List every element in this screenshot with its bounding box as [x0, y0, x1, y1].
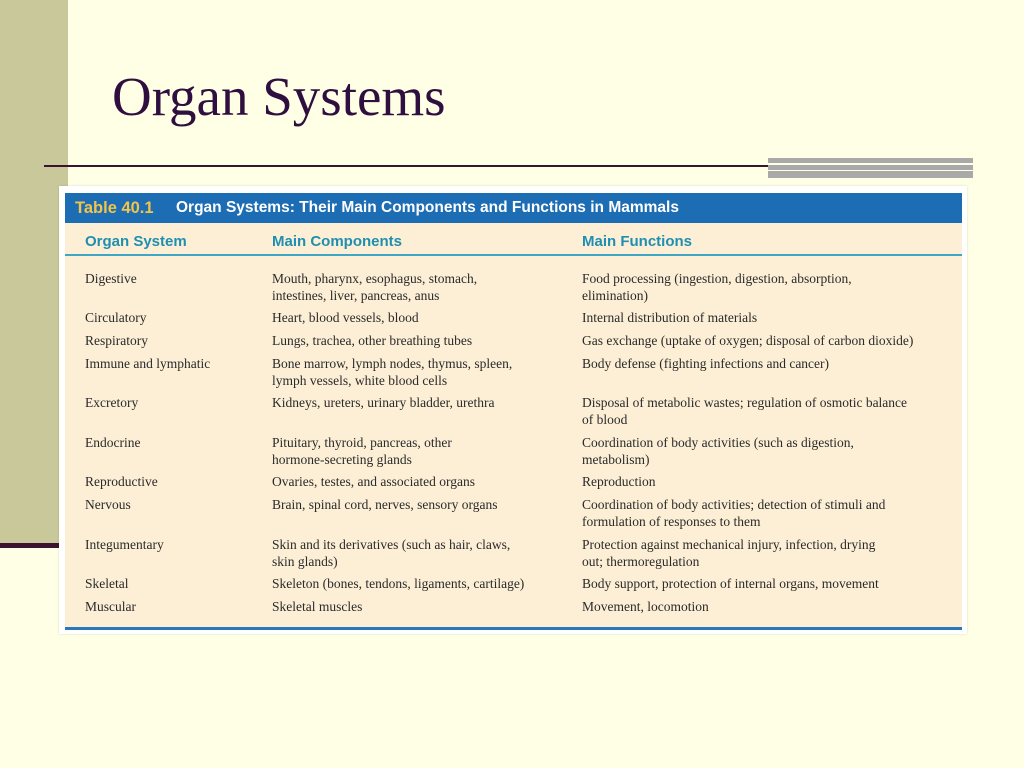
functions-cell: Internal distribution of materials	[582, 310, 758, 325]
functions-cell: Protection against mechanical injury, infection, drying out; thermoregulation	[582, 537, 876, 569]
components-cell: Skin and its derivatives (such as hair, claws, skin glands)	[272, 537, 511, 569]
components-cell: Bone marrow, lymph nodes, thymus, spleen, lymph vessels, white blood cells	[272, 356, 513, 388]
components-cell: Skeletal muscles	[272, 599, 363, 614]
components-cell: Heart, blood vessels, blood	[272, 310, 419, 325]
sidebar-divider	[0, 543, 68, 548]
organ-system-cell: Endocrine	[85, 435, 141, 450]
organ-system-cell: Muscular	[85, 599, 136, 614]
header-main-functions: Main Functions	[582, 233, 692, 250]
functions-cell: Food processing (ingestion, digestion, absorption, elimination)	[582, 271, 852, 303]
functions-cell: Gas exchange (uptake of oxygen; disposal of carbon dioxide)	[582, 333, 914, 348]
table-header-row	[65, 223, 962, 254]
table-bottom-rule	[65, 627, 962, 630]
components-cell: Mouth, pharynx, esophagus, stomach, intestines, liver, pancreas, anus	[272, 271, 478, 303]
functions-cell: Body defense (fighting infections and cancer)	[582, 356, 830, 371]
table-number: Table 40.1	[75, 199, 154, 217]
organ-system-cell: Circulatory	[85, 310, 147, 325]
sidebar-band	[0, 0, 68, 548]
functions-cell: Reproduction	[582, 474, 656, 489]
organ-system-cell: Respiratory	[85, 333, 148, 348]
table-caption	[65, 193, 962, 223]
organ-system-cell: Skeletal	[85, 576, 129, 591]
title-divider-accent	[768, 158, 973, 178]
organ-system-cell: Nervous	[85, 497, 131, 512]
organ-system-cell: Excretory	[85, 395, 139, 410]
functions-cell: Coordination of body activities (such as digestion, metabolism)	[582, 435, 854, 467]
functions-cell: Movement, locomotion	[582, 599, 709, 614]
organ-systems-table	[65, 193, 962, 629]
organ-system-cell: Integumentary	[85, 537, 164, 552]
components-cell: Skeleton (bones, tendons, ligaments, cartilage)	[272, 576, 525, 591]
table-title: Organ Systems: Their Main Components and Functions in Mammals	[176, 199, 679, 216]
functions-cell: Body support, protection of internal organs, movement	[582, 576, 879, 591]
components-cell: Brain, spinal cord, nerves, sensory organs	[272, 497, 498, 512]
components-cell: Pituitary, thyroid, pancreas, other hormone-secreting glands	[272, 435, 452, 467]
components-cell: Ovaries, testes, and associated organs	[272, 474, 475, 489]
organ-system-cell: Reproductive	[85, 474, 158, 489]
organ-system-cell: Digestive	[85, 271, 137, 286]
functions-cell: Coordination of body activities; detection of stimuli and formulation of responses to them	[582, 497, 886, 529]
slide-title: Organ Systems	[112, 66, 446, 127]
components-cell: Kidneys, ureters, urinary bladder, urethra	[272, 395, 495, 410]
header-organ-system: Organ System	[85, 233, 187, 250]
header-divider	[65, 254, 962, 256]
components-cell: Lungs, trachea, other breathing tubes	[272, 333, 473, 348]
header-main-components: Main Components	[272, 233, 402, 250]
functions-cell: Disposal of metabolic wastes; regulation of osmotic balance of blood	[582, 395, 908, 427]
organ-system-cell: Immune and lymphatic	[85, 356, 211, 371]
